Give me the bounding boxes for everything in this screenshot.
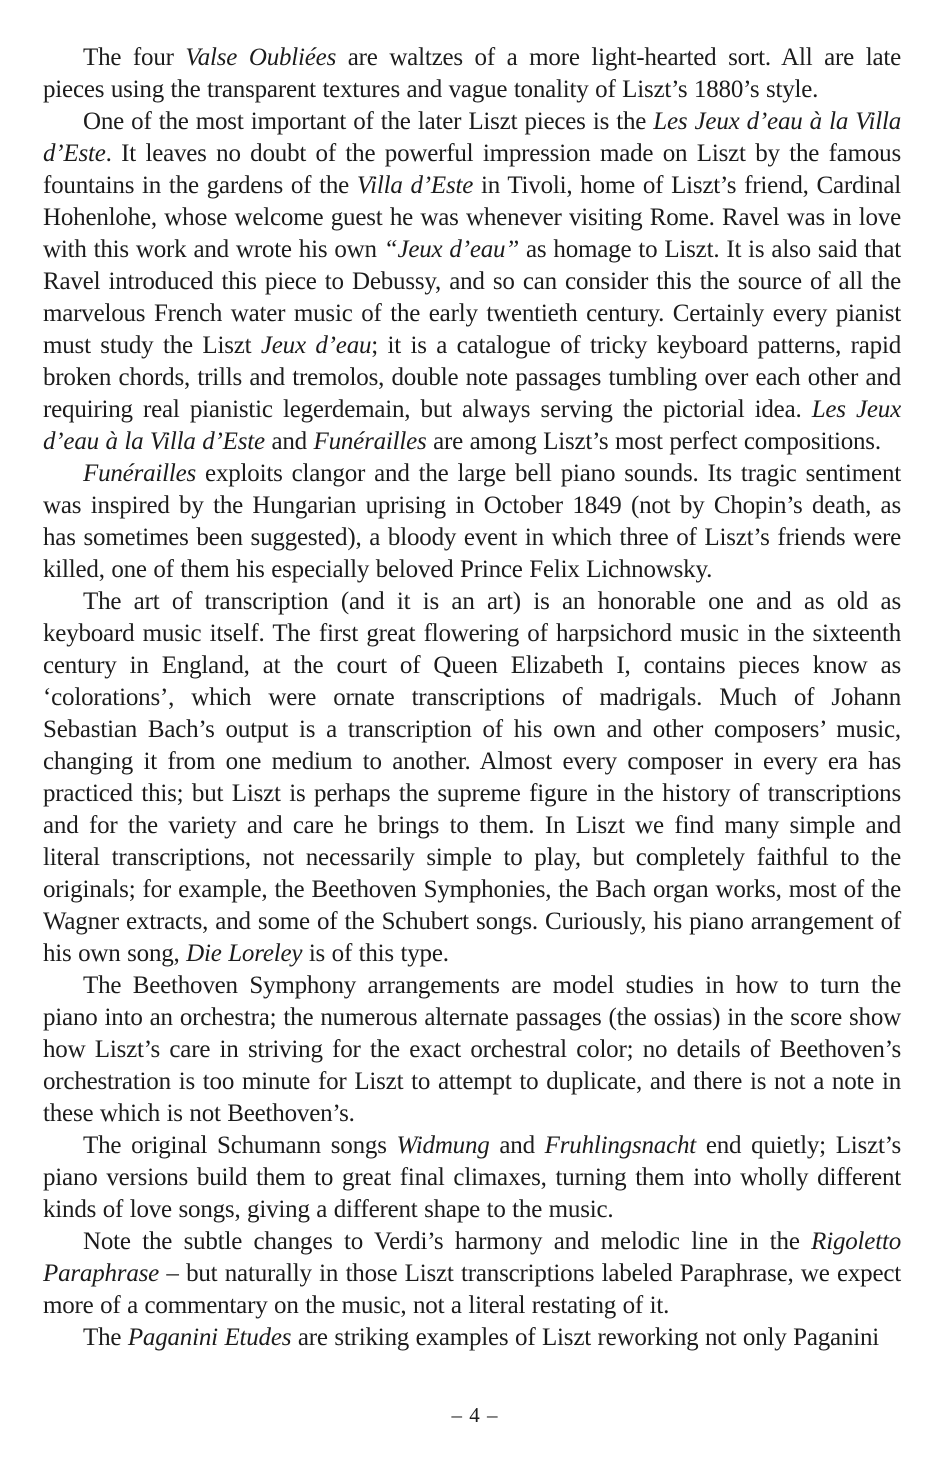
text-run: are striking examples of Liszt reworking not only Paganini [291, 1324, 880, 1351]
text-run: The original Schumann songs [83, 1132, 397, 1159]
text-run: exploits clangor and the large bell piano sounds. Its tragic sentiment was inspired by the Hungarian uprising in October 1849 (not by Chopin’s death, as has sometimes been suggested), a bloody event in which three of Liszt’s friends were killed, one of them his especially beloved Prince Felix Lichnowsky. [43, 460, 901, 583]
paragraph [43, 42, 901, 106]
text-run: end quietly; Liszt’s piano versions build them to great final climaxes, turning them into wholly different kinds of love songs, giving a different shape to the music. [43, 1132, 901, 1223]
text-run-italic: Les Jeux d’eau à la Villa d’Este [43, 108, 901, 167]
paragraph [43, 1322, 901, 1354]
text-run: and [489, 1132, 545, 1159]
text-run-italic: “Jeux d’eau” [383, 236, 520, 263]
text-run-italic: Rigoletto Paraphrase [43, 1228, 901, 1287]
paragraph [43, 1226, 901, 1322]
page-number: – 4 – [451, 1403, 499, 1427]
text-run-italic: Fruhlingsnacht [544, 1132, 697, 1159]
text-run: is of this type. [302, 940, 449, 967]
text-run: in Tivoli, home of Liszt’s friend, Cardinal Hohenlohe, whose welcome guest he was whenever visiting Rome. Ravel was in love with this work and wrote his own [43, 172, 901, 263]
text-run-italic: Funérailles [313, 428, 427, 455]
text-run-italic: Villa d’Este [356, 172, 474, 199]
text-run: are among Liszt’s most perfect compositions. [426, 428, 881, 455]
text-run: The Beethoven Symphony arrangements are model studies in how to turn the piano into an orchestra; the numerous alternate passages (the ossias) in the score show how Liszt’s care in striving for the exact orchestral color; no details of Beethoven’s orchestration is too minute for Liszt to attempt to duplicate, and there is not a note in these which is not Beethoven’s. [43, 972, 901, 1127]
page-body [43, 42, 901, 1354]
text-run: The art of transcription (and it is an art) is an honorable one and as old as keyboard music itself. The first great flowering of harpsichord music in the sixteenth century in England, at the court of Queen Elizabeth I, contains pieces know as ‘colorations’, which were ornate transcriptions of madrigals. Much of Johann Sebastian Bach’s output is a transcription of his own and other composers’ music, changing it from one medium to another. Almost every composer in every era has practiced this; but Liszt is perhaps the supreme figure in the history of transcriptions and for the variety and care he brings to them. In Liszt we find many simple and literal transcriptions, not necessarily simple to play, but completely faithful to the originals; for example, the Beethoven Symphonies, the Bach organ works, most of the Wagner extracts, and some of the Schubert songs. Curiously, his piano arrangement of his own song, [43, 588, 901, 967]
text-run: The four [83, 44, 186, 71]
text-run: are waltzes of a more light-hearted sort. All are late pieces using the transparent textures and vague tonality of Liszt’s 1880’s style. [43, 44, 901, 103]
paragraph [43, 970, 901, 1130]
text-run: and [264, 428, 314, 455]
text-run: . It leaves no doubt of the powerful impression made on Liszt by the famous fountains in the gardens of the [43, 140, 901, 199]
text-run: One of the most important of the later Liszt pieces is the [83, 108, 654, 135]
text-run-italic: Jeux d’eau [260, 332, 372, 359]
paragraph [43, 458, 901, 586]
text-run-italic: Widmung [396, 1132, 490, 1159]
text-run: – but naturally in those Liszt transcriptions labeled Paraphrase, we expect more of a commentary on the music, not a literal restating of it. [43, 1260, 901, 1319]
text-run: as homage to Liszt. It is also said that Ravel introduced this piece to Debussy, and so can consider this the source of all the marvelous French water music of the early twentieth century. Certainly every pianist must study the Liszt [43, 236, 901, 359]
paragraph [43, 1130, 901, 1226]
text-run: ; it is a catalogue of tricky keyboard patterns, rapid broken chords, trills and tremolos, double note passages tumbling over each other and requiring real pianistic legerdemain, but always serving the pictorial idea. [43, 332, 901, 423]
text-run-italic: Valse Oubliées [185, 44, 337, 71]
text-run-italic: Die Loreley [186, 940, 303, 967]
paragraph [43, 106, 901, 458]
text-run-italic: Paganini Etudes [127, 1324, 292, 1351]
text-run: Note the subtle changes to Verdi’s harmony and melodic line in the [83, 1228, 812, 1255]
paragraph [43, 586, 901, 970]
text-run-italic: Funérailles [83, 460, 197, 487]
text-run: The [83, 1324, 128, 1351]
text-run-italic: Les Jeux d’eau à la Villa d’Este [43, 396, 902, 455]
